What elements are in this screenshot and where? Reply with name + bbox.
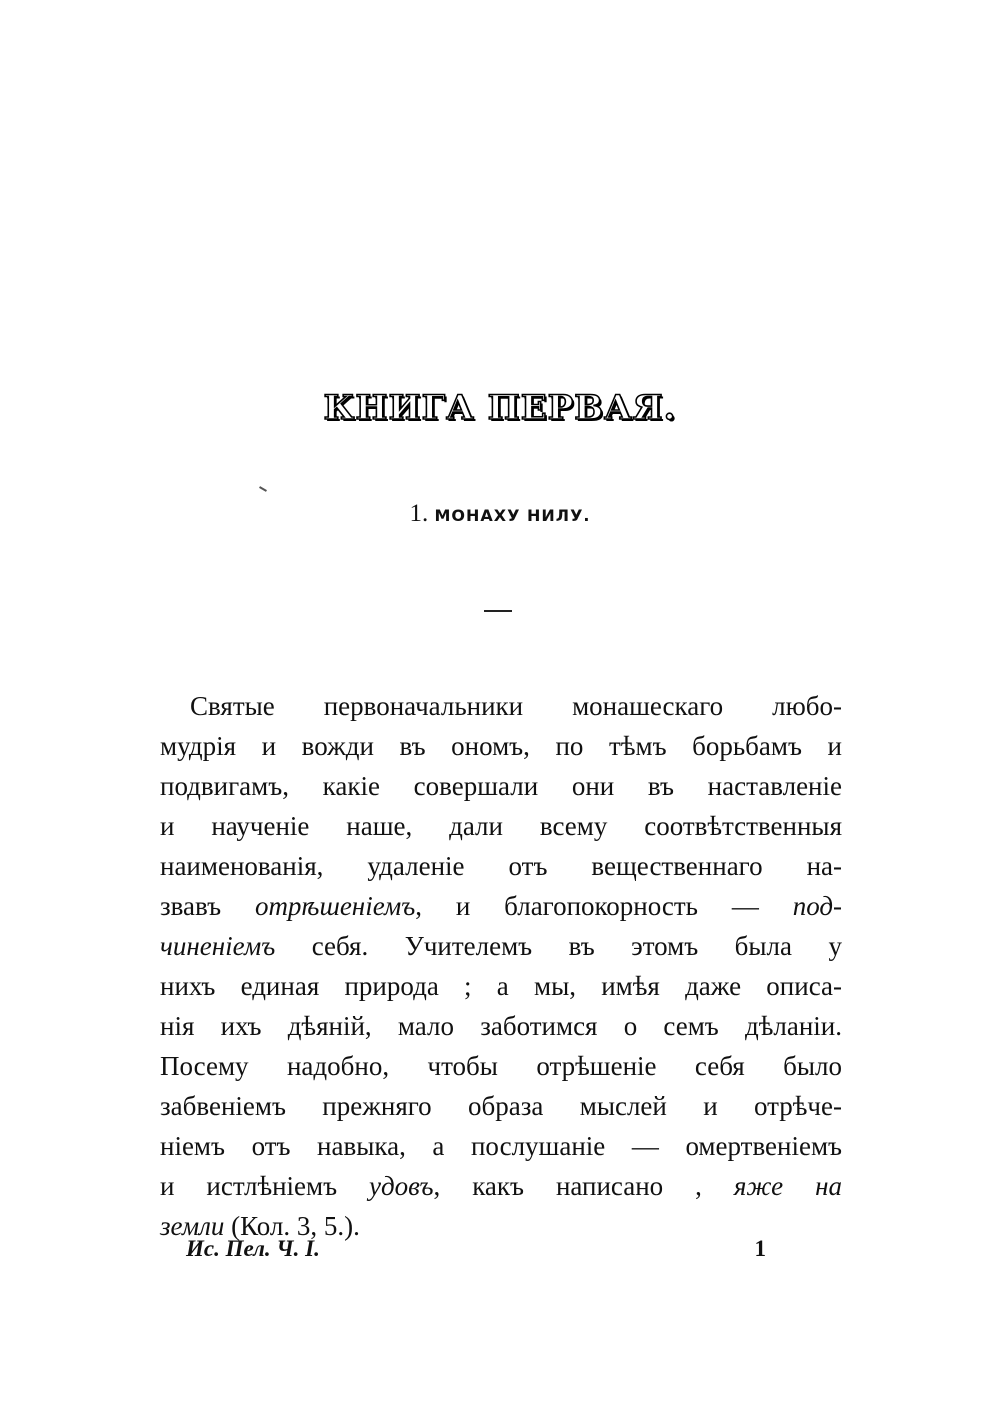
letter-title: [0, 500, 1000, 528]
scan-mark: [259, 486, 267, 492]
letter-number: 1.: [409, 500, 429, 527]
text-segment: ніемъ отъ навыка, а послушаніе — омертвеніемъ: [160, 1131, 842, 1161]
text-segment: , какъ написано ,: [433, 1171, 734, 1201]
page-number: 1: [754, 1236, 766, 1261]
text-line: [160, 1166, 842, 1206]
text-segment: наименованія, удаленіе отъ вещественнаго на-: [160, 851, 842, 881]
text-line: [160, 1126, 842, 1166]
text-segment: нія ихъ дѣяній, мало заботимся о семъ дѣланіи.: [160, 1011, 842, 1041]
text-segment: забвеніемъ прежняго образа мыслей и отрѣче-: [160, 1091, 842, 1121]
text-segment: Посему надобно, чтобы отрѣшеніе себя было: [160, 1051, 842, 1081]
text-line: [160, 726, 842, 766]
text-segment: , и благопокорность —: [415, 891, 793, 921]
italic-text: отрѣшеніемъ: [254, 891, 416, 921]
italic-text: удовъ: [369, 1171, 434, 1201]
book-heading: КНИГА ПЕРВАЯ.: [323, 388, 677, 428]
text-line: [160, 1046, 842, 1086]
text-line: [160, 886, 842, 926]
text-segment: мудрія и вожди въ ономъ, по тѣмъ борьбамъ и: [160, 731, 842, 761]
text-segment: звавъ: [160, 891, 255, 921]
italic-text: яже на: [733, 1171, 842, 1201]
text-line: [160, 1006, 842, 1046]
text-line: [160, 1086, 842, 1126]
letter-addressee: МОНАХУ НИЛУ.: [434, 506, 591, 525]
text-line: [160, 926, 842, 966]
italic-text: под-: [792, 891, 842, 921]
text-line: [160, 966, 842, 1006]
signature-mark: Ис. Пел. Ч. I.: [186, 1236, 320, 1261]
text-line: [160, 766, 842, 806]
text-line: [160, 846, 842, 886]
text-segment: нихъ единая природа ; а мы, имѣя даже описа-: [160, 971, 842, 1001]
page-footer: [186, 1236, 766, 1262]
text-line: [160, 806, 842, 846]
text-segment: Святые первоначальники монашескаго любо-: [190, 691, 842, 721]
text-segment: и истлѣніемъ: [160, 1171, 370, 1201]
separator-dash: [484, 610, 512, 612]
text-segment: подвигамъ, какіе совершали они въ наставленіе: [160, 771, 842, 801]
italic-text: чиненіемъ: [160, 931, 276, 961]
italic-text: земли: [160, 1211, 225, 1241]
text-segment: себя. Учителемъ въ этомъ была у: [275, 931, 842, 961]
letter-body: [160, 686, 842, 1246]
text-line: [160, 686, 842, 726]
text-segment: и наученіе наше, дали всему соотвѣтственныя: [160, 811, 842, 841]
text-segment: (Кол. 3, 5.).: [224, 1211, 360, 1241]
